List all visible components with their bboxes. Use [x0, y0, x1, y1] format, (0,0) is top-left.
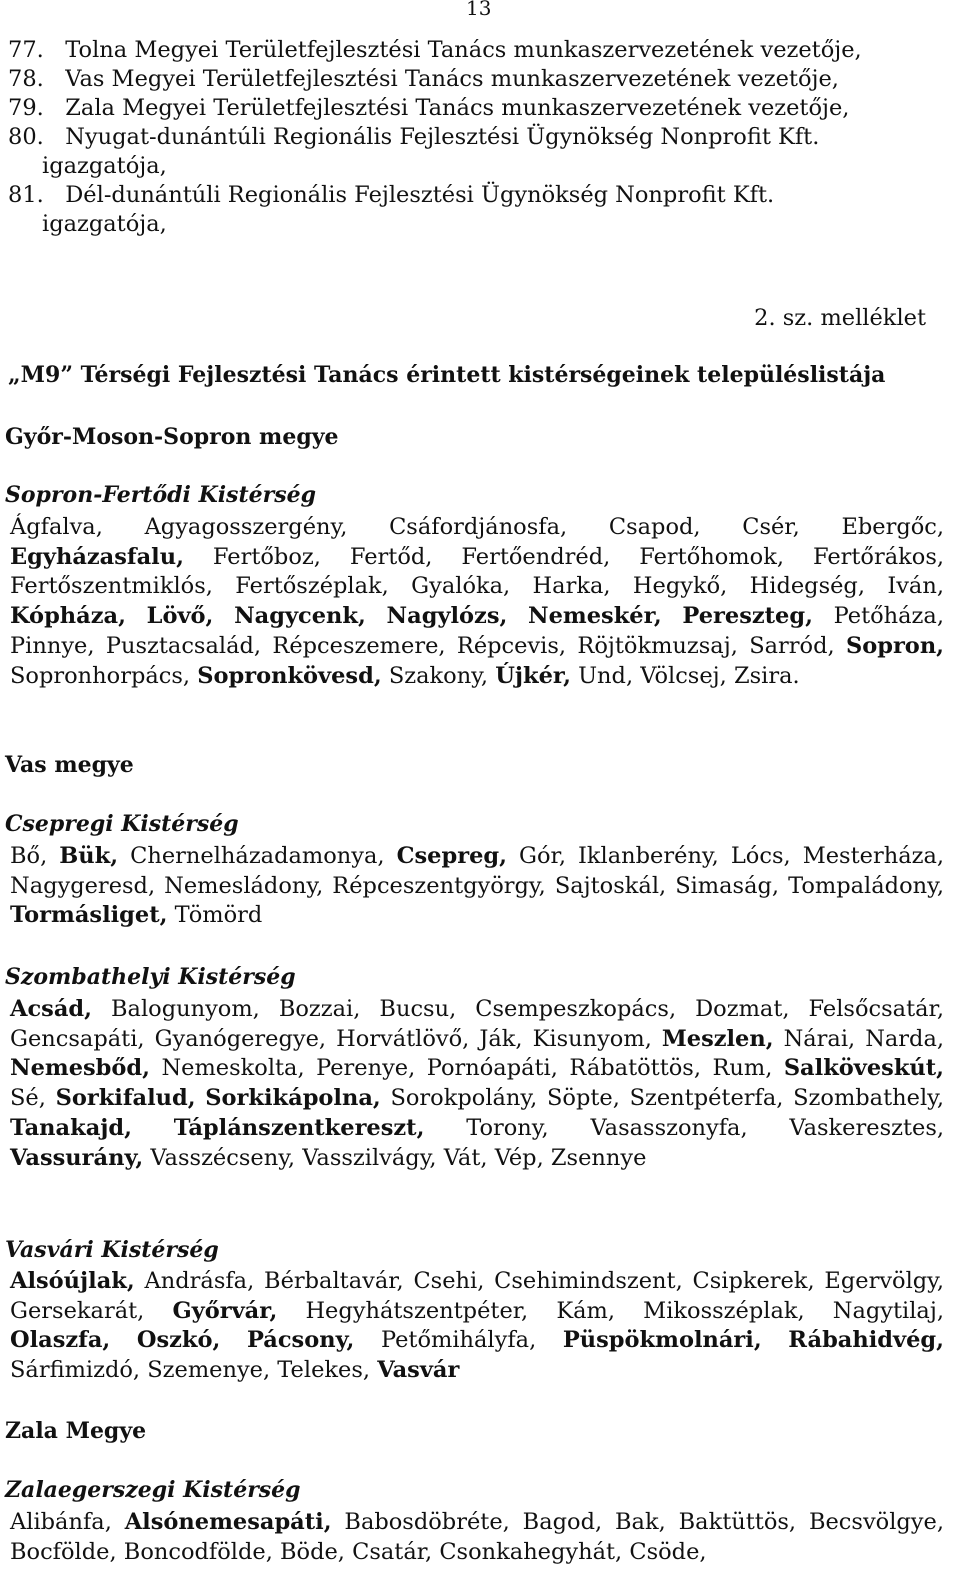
- settlement-name: Bő,: [10, 843, 48, 869]
- settlement-name: Bucsu,: [379, 996, 457, 1022]
- settlement-name: Perenye,: [316, 1055, 416, 1082]
- settlement-name: Újkér,: [495, 662, 571, 689]
- settlement-name: Répceszentgyörgy,: [332, 872, 546, 899]
- settlement-name: Szombathely,: [793, 1085, 945, 1112]
- settlement-name: Egervölgy,: [824, 1268, 945, 1294]
- settlement-name: Hegyhátszentpéter,: [305, 1297, 529, 1324]
- enumerated-list: [8, 36, 948, 239]
- settlement-name: Gyanógeregye,: [154, 1025, 327, 1052]
- settlement-name: Kám,: [556, 1297, 616, 1324]
- settlement-name: Vasvár: [377, 1357, 460, 1384]
- settlement-name: Szemenye,: [147, 1357, 271, 1384]
- settlement-name: Győrvár,: [172, 1297, 278, 1324]
- settlement-name: Felsőcsatár,: [808, 996, 944, 1022]
- settlement-name: Bocfölde,: [10, 1538, 117, 1565]
- settlement-name: Püspökmolnári,: [562, 1327, 762, 1354]
- settlement-name: Nemesbőd,: [10, 1055, 150, 1082]
- annex-label: 2. sz. melléklet: [754, 305, 926, 331]
- settlement-name: Olaszfa,: [10, 1327, 111, 1354]
- settlement-name: Pácsony,: [246, 1327, 355, 1354]
- settlement-name: Fertőszéplak,: [235, 573, 389, 600]
- settlement-name: Fertőendréd,: [461, 543, 611, 570]
- settlement-name: Alsónemesapáti,: [124, 1509, 332, 1535]
- settlement-name: Ják,: [479, 1025, 523, 1052]
- settlement-name: Salköveskút,: [783, 1055, 945, 1082]
- settlement-name: Csapod,: [608, 514, 701, 540]
- settlement-name: Bük,: [59, 843, 119, 869]
- settlement-name: Gór,: [519, 843, 566, 869]
- settlement-name: Bagod,: [522, 1509, 603, 1535]
- settlement-name: Sopronhorpács,: [10, 662, 191, 689]
- settlement-name: Bozzai,: [278, 996, 361, 1022]
- settlement-name: Petőháza,: [833, 603, 944, 630]
- settlement-name: Sé,: [10, 1085, 46, 1112]
- settlement-name: Böde,: [280, 1538, 345, 1565]
- settlement-name: Répceszemere,: [272, 632, 446, 659]
- settlement-name: Nárai,: [783, 1025, 856, 1052]
- county-heading: Vas megye: [5, 752, 134, 778]
- settlement-name: Gersekarát,: [10, 1297, 145, 1324]
- settlement-name: Pornóapáti,: [426, 1055, 558, 1082]
- subregion-heading: Szombathelyi Kistérség: [5, 964, 296, 990]
- list-item-continuation: igazgatója,: [42, 211, 167, 237]
- settlement-name: Telekes,: [277, 1357, 371, 1384]
- settlement-name: Und,: [578, 662, 634, 689]
- list-item: 80. Nyugat-dunántúli Regionális Fejlesztési Ügynökség Nonprofit Kft.: [8, 124, 820, 150]
- settlement-name: Mesterháza,: [802, 843, 945, 869]
- settlement-name: Mikosszéplak,: [643, 1297, 805, 1324]
- settlement-name: Pereszteg,: [682, 603, 813, 630]
- settlement-list: [10, 1267, 944, 1386]
- settlement-name: Sarród,: [749, 632, 835, 659]
- settlement-name: Csáfordjánosfa,: [389, 514, 568, 540]
- settlement-name: Rábahidvég,: [788, 1327, 944, 1354]
- settlement-name: Zsira.: [733, 662, 800, 689]
- settlement-name: Csöde,: [629, 1538, 707, 1565]
- settlement-name: Nemesládony,: [164, 872, 324, 899]
- settlement-name: Bak,: [615, 1509, 666, 1535]
- settlement-name: Horvátlövő,: [336, 1025, 470, 1052]
- settlement-name: Chernelházadamonya,: [130, 843, 385, 869]
- settlement-name: Iklanberény,: [578, 843, 719, 869]
- settlement-name: Vasszilvágy,: [302, 1144, 437, 1171]
- settlement-name: Kisunyom,: [532, 1025, 652, 1052]
- settlement-name: Oszkó,: [136, 1327, 221, 1354]
- settlement-name: Nagylózs,: [386, 603, 508, 630]
- settlement-name: Söpte,: [547, 1085, 620, 1112]
- list-item: 78. Vas Megyei Területfejlesztési Tanács munkaszervezetének vezetője,: [8, 66, 839, 92]
- settlement-name: Becsvölgye,: [808, 1509, 944, 1535]
- settlement-name: Nagycenk,: [234, 603, 366, 630]
- settlement-name: Völcsej,: [640, 662, 727, 689]
- subregion-heading: Sopron-Fertődi Kistérség: [5, 482, 316, 508]
- settlement-name: Gyalóka,: [411, 573, 511, 600]
- settlement-name: Pinnye,: [10, 632, 95, 659]
- settlement-name: Szakony,: [388, 662, 489, 689]
- settlement-list: [10, 1508, 944, 1567]
- settlement-name: Csonkahegyhát,: [439, 1538, 623, 1565]
- settlement-name: Hidegség,: [749, 573, 865, 600]
- settlement-name: Röjtökmuzsaj,: [577, 632, 738, 659]
- settlement-name: Simaság,: [675, 872, 780, 899]
- settlement-name: Torony,: [466, 1114, 549, 1141]
- settlement-name: Baktüttös,: [678, 1509, 797, 1535]
- settlement-name: Tormásliget,: [10, 902, 168, 929]
- list-item: 81. Dél-dunántúli Regionális Fejlesztési Ügynökség Nonprofit Kft.: [8, 182, 775, 208]
- settlement-name: Fertőrákos,: [812, 543, 945, 570]
- settlement-name: Ebergőc,: [841, 514, 945, 540]
- subregion-heading: Csepregi Kistérség: [5, 811, 239, 837]
- settlement-name: Fertőd,: [349, 543, 433, 570]
- settlement-name: Sopronkövesd,: [197, 662, 382, 689]
- settlement-name: Csér,: [742, 514, 800, 540]
- settlement-name: Sopron,: [845, 632, 945, 659]
- settlement-name: Vép,: [494, 1144, 544, 1171]
- settlement-name: Balogunyom,: [111, 996, 260, 1022]
- settlement-name: Hegykő,: [632, 573, 728, 600]
- settlement-name: Sajtoskál,: [554, 872, 667, 899]
- settlement-name: Vasasszonyfa,: [590, 1114, 748, 1141]
- settlement-name: Petőmihályfa,: [380, 1327, 537, 1354]
- settlement-name: Bérbaltavár,: [264, 1268, 404, 1294]
- settlement-name: Vát,: [443, 1144, 488, 1171]
- settlement-name: Boncodfölde,: [123, 1538, 273, 1565]
- settlement-name: Nagytilaj,: [832, 1297, 944, 1324]
- list-item: 79. Zala Megyei Területfejlesztési Tanács munkaszervezetének vezetője,: [8, 95, 850, 121]
- settlement-name: Pusztacsalád,: [105, 632, 262, 659]
- settlement-name: Dozmat,: [695, 996, 790, 1022]
- settlement-name: Zsennye: [550, 1144, 647, 1171]
- list-item-continuation: igazgatója,: [42, 153, 167, 179]
- settlement-name: Csehi,: [413, 1268, 485, 1294]
- settlement-name: Csatár,: [352, 1538, 433, 1565]
- settlement-name: Nemeskolta,: [161, 1055, 305, 1082]
- settlement-name: Csipkerek,: [692, 1268, 815, 1294]
- settlement-name: Ágfalva,: [10, 514, 103, 540]
- settlement-name: Rábatöttös,: [569, 1055, 701, 1082]
- subregion-heading: Zalaegerszegi Kistérség: [5, 1477, 301, 1503]
- settlement-name: Harka,: [532, 573, 611, 600]
- settlement-name: Kópháza,: [10, 603, 126, 630]
- settlement-name: Gencsapáti,: [10, 1025, 145, 1052]
- settlement-name: Lócs,: [730, 843, 791, 869]
- settlement-name: Vaskeresztes,: [789, 1114, 945, 1141]
- settlement-name: Acsád,: [10, 996, 92, 1022]
- list-item: 77. Tolna Megyei Területfejlesztési Tanács munkaszervezetének vezetője,: [8, 37, 862, 63]
- settlement-list: [10, 995, 944, 1173]
- settlement-name: Sárfimizdó,: [10, 1357, 141, 1384]
- county-heading: Győr-Moson-Sopron megye: [5, 424, 339, 450]
- settlement-name: Nemeskér,: [528, 603, 662, 630]
- settlement-name: Tompaládony,: [788, 872, 944, 899]
- settlement-name: Csepreg,: [396, 843, 507, 869]
- settlement-name: Tömörd: [174, 902, 263, 929]
- settlement-name: Rum,: [712, 1055, 773, 1082]
- settlement-name: Táplánszentkereszt,: [173, 1114, 425, 1141]
- settlement-name: Egyházasfalu,: [10, 543, 184, 570]
- settlement-name: Agyagosszergény,: [144, 514, 348, 540]
- settlement-name: Babosdöbréte,: [344, 1509, 510, 1535]
- settlement-name: Fertőboz,: [212, 543, 321, 570]
- settlement-name: Sorkifalud,: [55, 1085, 196, 1112]
- subregion-heading: Vasvári Kistérség: [5, 1237, 219, 1263]
- settlement-name: Sorkikápolna,: [205, 1085, 381, 1112]
- settlement-name: Meszlen,: [661, 1025, 774, 1052]
- page-number: 13: [466, 0, 492, 20]
- settlement-name: Nagygeresd,: [10, 872, 156, 899]
- settlement-name: Tanakajd,: [10, 1114, 132, 1141]
- settlement-name: Vasszécseny,: [150, 1144, 296, 1171]
- settlement-name: Répcevis,: [456, 632, 567, 659]
- settlement-name: Iván,: [887, 573, 944, 600]
- settlement-name: Sorokpolány,: [390, 1085, 538, 1112]
- settlement-name: Alibánfa,: [10, 1509, 112, 1535]
- settlement-name: Vassurány,: [10, 1144, 144, 1171]
- settlement-name: Fertőhomok,: [639, 543, 784, 570]
- county-heading: Zala Megye: [5, 1418, 147, 1444]
- settlement-name: Fertőszentmiklós,: [10, 573, 213, 600]
- document-title: „M9” Térségi Fejlesztési Tanács érintett kistérségeinek településlistája: [8, 362, 886, 388]
- settlement-name: Lövő,: [146, 603, 214, 630]
- settlement-name: Csehimindszent,: [494, 1268, 683, 1294]
- settlement-name: Csempeszkopács,: [475, 996, 677, 1022]
- settlement-list: [10, 842, 944, 931]
- settlement-name: Narda,: [865, 1025, 945, 1052]
- settlement-name: Alsóújlak,: [10, 1268, 135, 1294]
- settlement-name: Andrásfa,: [144, 1268, 255, 1294]
- settlement-name: Szentpéterfa,: [629, 1085, 784, 1112]
- settlement-list: [10, 513, 944, 691]
